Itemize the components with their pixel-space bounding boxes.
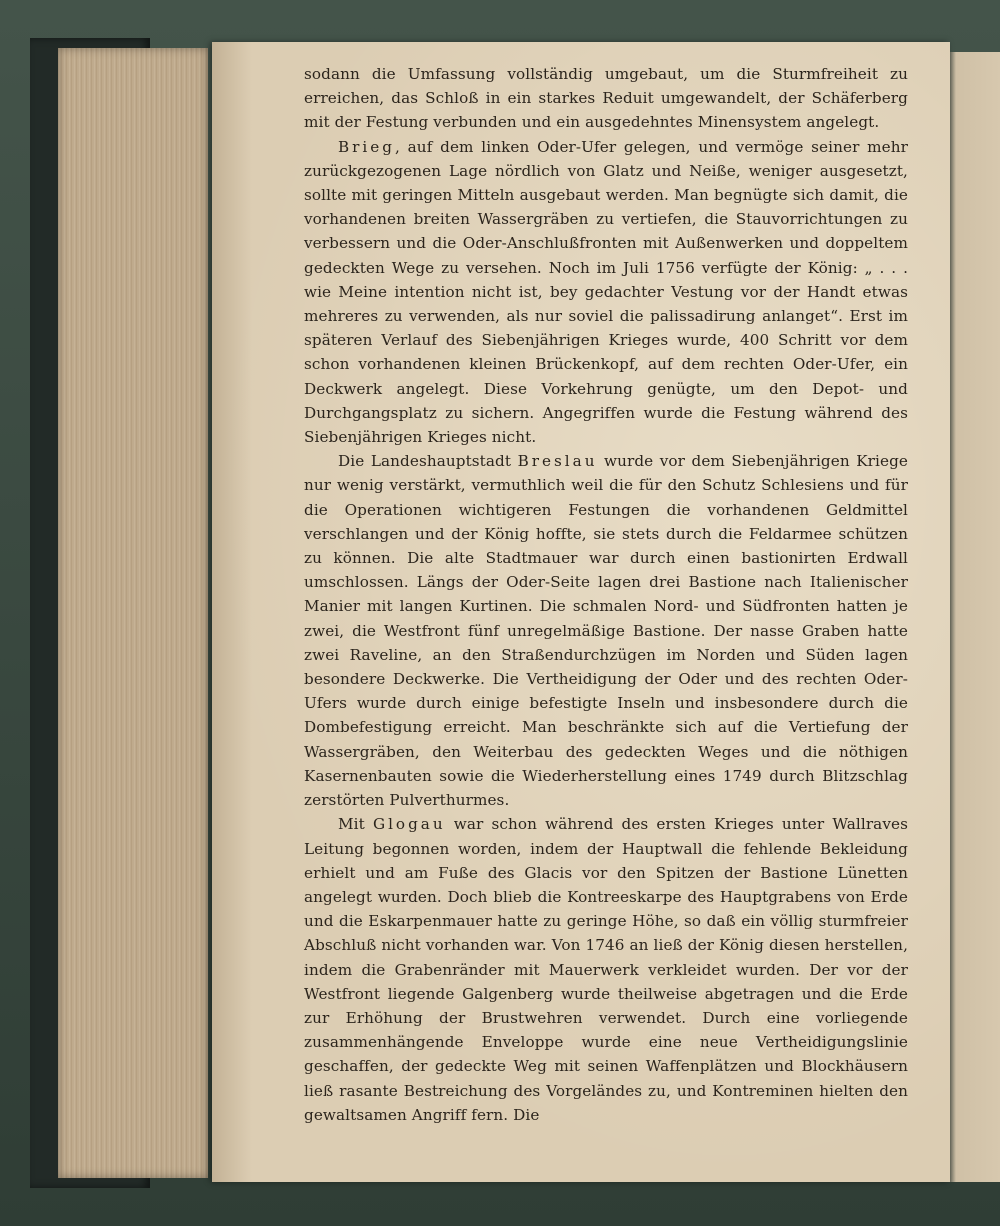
place-name-glogau: Glogau: [372, 815, 446, 834]
paragraph-brieg: [304, 135, 908, 450]
page-body-text: [304, 62, 908, 1127]
paragraph-continuation: [304, 62, 908, 135]
paragraph-text: sodann die Umfassung vollständig umgebaut, um die Sturmfreiheit zu erreichen, das Schloß in ein starkes Reduit umgewandelt, der Schäferberg mit der Festung verbunden und ein ausgedehntes Minensystem angelegt.: [304, 65, 908, 132]
book-page: [212, 42, 950, 1182]
paragraph-text: , auf dem linken Oder-Ufer gelegen, und vermöge seiner mehr zurückgezogenen Lage nördlich von Glatz und Neiße, weniger ausgesetzt, sollte mit geringen Mitteln ausgebaut werden. Man begnügte sich damit, die vorhandenen breiten Wassergräben zu vertiefen, die Stauvorrichtungen zu verbessern und die Oder-Anschlußfronten mit Außenwerken und doppeltem gedeckten Wege zu versehen. Noch im Juli 1756 verfügte der König: „ . . . wie Meine intention nicht ist, bey gedachter Vestung vor der Handt etwas mehreres zu verwenden, als nur soviel die palissadirung anlanget“. Erst im späteren Verlauf des Siebenjährigen Krieges wurde, 400 Schritt vor dem schon vorhandenen kleinen Brückenkopf, auf dem rechten Oder-Ufer, ein Deckwerk angelegt. Diese Vorkehrung genügte, um den Depot- und Durchgangsplatz zu sichern. Angegriffen wurde die Festung während des Siebenjährigen Krieges nicht.: [304, 137, 908, 447]
place-name-brieg: Brieg: [338, 137, 395, 156]
paragraph-text: war schon während des ersten Krieges unter Wallraves Leitung begonnen worden, indem der Hauptwall die fehlende Bekleidung erhielt und am Fuße des Glacis vor den Spitzen der Bastione Lünetten angelegt wurden. Doch blieb die Kontreeskarpe des Hauptgrabens von Erde und die Eskarpenmauer hatte zu geringe Höhe, so daß ein völlig sturmfreier Abschluß nicht vorhanden war. Von 1746 an ließ der König diesen herstellen, indem die Grabenränder mit Mauerwerk verkleidet wurden. Der vor der Westfront liegende Galgenberg wurde theilweise abgetragen und die Erde zur Erhöhung der Brustwehren verwendet. Durch eine vorliegende zusammenhängende Enveloppe wurde eine neue Vertheidigungslinie geschaffen, der gedeckte Weg mit seinen Waffenplätzen und Blockhäusern ließ rasante Bestreichung des Vorgeländes zu, und Kontreminen hielten den gewaltsamen Angriff fern. Die: [304, 815, 908, 1124]
paragraph-glogau: [304, 812, 908, 1127]
page-stack-edge: [58, 48, 208, 1178]
adjacent-page-edge: [946, 52, 1000, 1182]
paragraph-text: wurde vor dem Siebenjährigen Kriege nur wenig verstärkt, vermuthlich weil die für den Schutz Schlesiens und für die Operationen wichtigeren Festungen die vorhandenen Geldmittel verschlangen und der König hoffte, sie stets durch die Feldarmee schützen zu können. Die alte Stadtmauer war durch einen bastionirten Erdwall umschlossen. Längs der Oder-Seite lagen drei Bastione nach Italienischer Manier mit langen Kurtinen. Die schmalen Nord- und Südfronten hatten je zwei, die Westfront fünf unregelmäßige Bastione. Der nasse Graben hatte zwei Raveline, an den Straßendurchzügen im Norden und Süden lagen besondere Deckwerke. Die Vertheidigung der Oder und des rechten Oder-Ufers wurde durch einige befestigte Inseln und insbesondere durch die Dombefestigung erreicht. Man beschränkte sich auf die Vertiefung der Wassergräben, den Weiterbau des gedeckten Weges und die nöthigen Kasernenbauten sowie die Wiederherstellung eines 1749 durch Blitzschlag zerstörten Pulverthurmes.: [304, 452, 908, 810]
paragraph-text-start: Die Landeshauptstadt: [338, 452, 518, 471]
place-name-breslau: Breslau: [517, 452, 598, 471]
paragraph-text-start: Mit: [338, 815, 373, 834]
paragraph-breslau: [304, 449, 908, 812]
